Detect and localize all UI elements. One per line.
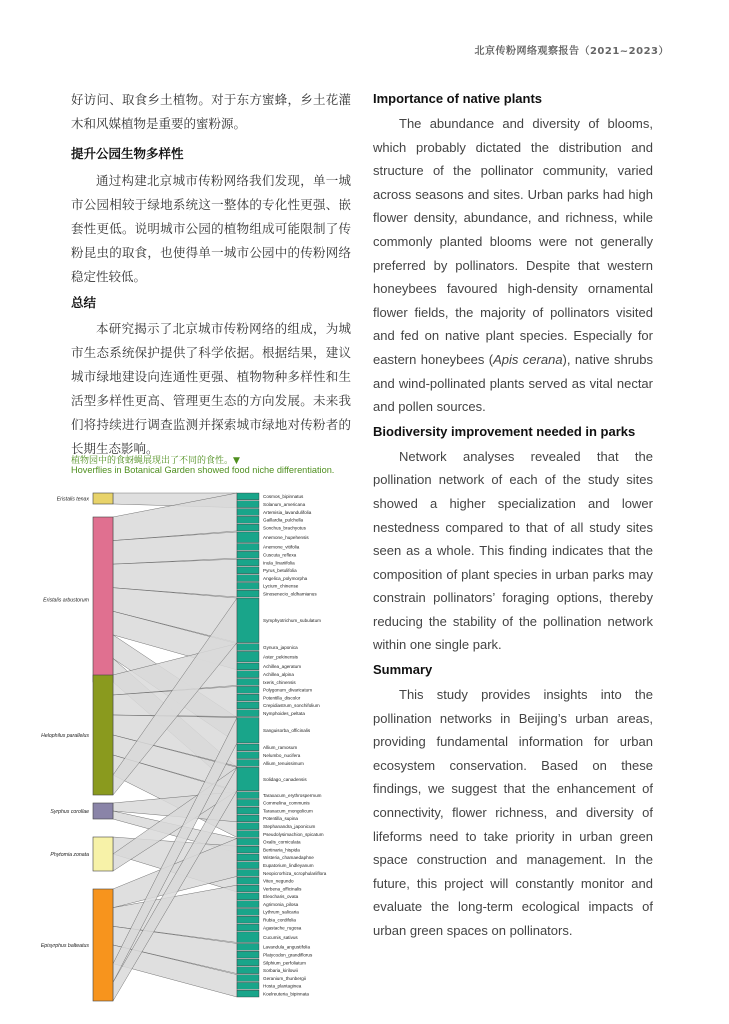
plant-node: [237, 823, 259, 830]
plant-node: [237, 959, 259, 966]
plant-node: [237, 870, 259, 877]
plant-label: Lycium_chinense: [263, 583, 299, 589]
plant-node: [237, 644, 259, 651]
insect-node: [93, 493, 113, 504]
plant-label: Cosmos_bipinnatus: [263, 494, 304, 500]
plant-label: Pseudolysimachion_spicatum: [263, 831, 324, 837]
plant-label: Verbena_officinalis: [263, 886, 302, 892]
plant-label: Achillea_ageratum: [263, 664, 302, 670]
right-column: [373, 88, 653, 943]
plant-node: [237, 893, 259, 900]
plant-label: Stephanandra_japonicum: [263, 824, 316, 830]
plant-label: Platycodon_grandiflorus: [263, 952, 313, 958]
left-paragraph-2: 通过构建北京城市传粉网络我们发现，单一城市公园相较于绿地系统这一整体的专化性更强、嵌套性更低。说明城市公园的植物组成可能限制了传粉昆虫的取食，也使得单一城市公园中的传粉网络稳定性较低。: [71, 173, 351, 284]
plant-node: [237, 702, 259, 709]
right-paragraph-1: The abundance and diversity of blooms, which probably dictated the distribution and structure of the pollinator community, varied across seasons and sites. Urban parks had high flower density, abundance, and richness, while commonly planted blooms were not generally preferred by pollinators. Despite that western honeybees favoured high-density ornamental flower fields, the majority of pollinators visited and fed on native plant species. Especially for eastern honeybees (Apis cerana), native shrubs and wind-pollinated plants served as vital nectar and pollen sources.: [373, 116, 653, 415]
plant-node: [237, 877, 259, 884]
plant-node: [237, 651, 259, 662]
plant-label: Anemone_hupehensis: [263, 535, 309, 541]
plant-node: [237, 831, 259, 838]
insect-label: Helophilus parallelus: [41, 733, 89, 739]
plant-node: [237, 590, 259, 597]
plant-node: [237, 582, 259, 589]
plant-node: [237, 982, 259, 989]
insect-node: [93, 889, 113, 1001]
plant-node: [237, 975, 259, 982]
insect-label: Syrphus corollae: [50, 809, 89, 815]
insect-label: Eristalis arbustorum: [43, 597, 89, 604]
plant-node: [237, 551, 259, 558]
plant-label: Sanguisorba_officinalis: [263, 728, 311, 734]
plant-node: [237, 943, 259, 950]
figure-caption-en: Hoverflies in Botanical Garden showed food niche differentiation.: [71, 465, 335, 475]
interaction-links: [113, 493, 237, 1001]
plant-node: [237, 686, 259, 693]
plant-node: [237, 854, 259, 861]
plant-node: [237, 767, 259, 790]
plant-label: Wisteria_chamaedaphne: [263, 855, 314, 861]
plant-node: [237, 792, 259, 799]
figure-caption-cn: 植物园中的食蚜蝇展现出了不同的食性。▼: [71, 456, 240, 466]
plant-node: [237, 885, 259, 892]
plant-label: Koelreuteria_bipinnata: [263, 991, 309, 997]
plant-node: [237, 544, 259, 551]
plant-node: [237, 951, 259, 958]
insect-label: Phytomia zonata: [50, 852, 89, 858]
plant-label: Pyrus_betulifolia: [263, 568, 297, 574]
plant-node: [237, 916, 259, 923]
running-header: 北京传粉网络观察报告（2021~2023）: [474, 46, 669, 57]
plant-node: [237, 501, 259, 508]
plant-node: [237, 799, 259, 806]
plant-node: [237, 744, 259, 751]
right-paragraph-2: Network analyses revealed that the pollination network of each of the study sites showed a higher specialization and lower nestedness compared to that of all study sites seen as a whole. This finding indicates that the composition of plant species in urban parks may constrain pollinators’ foraging options, thereby reducing the stability of the pollination network within one single park.: [373, 448, 653, 653]
heading-biodiversity-en: Biodiversity improvement needed in parks: [373, 423, 636, 439]
plant-label: Neopicrorhiza_scrophulariiflora: [263, 870, 327, 876]
plant-label: Eleocharis_ovata: [263, 894, 299, 900]
plant-label: Aster_pekinensis: [263, 654, 298, 660]
heading-biodiversity-cn: 提升公园生物多样性: [71, 146, 184, 161]
plant-label: Sinosenecio_oldhamianus: [263, 591, 317, 597]
plant-node: [237, 694, 259, 701]
plant-node: [237, 598, 259, 643]
plant-label: Lavandula_angustifolia: [263, 944, 310, 950]
plant-node: [237, 718, 259, 743]
plant-node: [237, 807, 259, 814]
insect-node: [93, 675, 113, 795]
plant-node: [237, 932, 259, 943]
plant-node: [237, 559, 259, 566]
insect-node: [93, 803, 113, 819]
plant-label: Cuscuta_reflexa: [263, 552, 297, 558]
plant-label: Solanum_americana: [263, 501, 306, 507]
plant-node: [237, 516, 259, 523]
plant-label: Allium_tenuissimum: [263, 760, 304, 766]
left-paragraph-3: 本研究揭示了北京城市传粉网络的组成，为城市生态系统保护提供了科学依据。根据结果，建议城市绿地建设向连通性更强、植物物种多样性和生活型多样性更高、管理更生态的方向发展。未来我们将持续进行调查监测并探索城市绿地对传粉者的长期生态影响。: [71, 321, 351, 456]
heading-native-plants: Importance of native plants: [373, 91, 543, 106]
plant-node: [237, 493, 259, 500]
plant-node: [237, 710, 259, 717]
plant-label: Crepidiastrum_sonchifolium: [263, 703, 320, 709]
plant-label: Taraxacum_erythrospermum: [263, 792, 322, 798]
heading-summary-cn: 总结: [71, 295, 97, 310]
plant-node: [237, 663, 259, 670]
plant-label: Nelumbo_nucifera: [263, 752, 301, 758]
left-paragraph-1: 好访问、取食乡土植物。对于东方蜜蜂，乡土花灌木和风媒植物是重要的蜜粉源。: [71, 92, 351, 131]
plant-node: [237, 679, 259, 686]
plant-label: Hosta_plantaginea: [263, 983, 302, 989]
plant-label: Polygonum_divaricatum: [263, 687, 313, 693]
plant-label: Agastache_rugosa: [263, 925, 302, 931]
left-column: [71, 88, 351, 461]
plant-node: [237, 862, 259, 869]
plant-label: Achillea_alpina: [263, 671, 294, 677]
plant-node: [237, 838, 259, 845]
plant-label: Oxalis_corniculata: [263, 839, 301, 845]
plant-node: [237, 901, 259, 908]
plant-label: Commelina_communis: [263, 800, 310, 806]
plant-label: Potentilla_supina: [263, 816, 298, 822]
plant-node: [237, 532, 259, 543]
plant-label: Taraxacum_mongolicum: [263, 808, 313, 814]
plant-node: [237, 760, 259, 767]
plant-node: [237, 567, 259, 574]
plant-label: Inula_linariifolia: [263, 560, 295, 566]
plant-label: Anemone_vitifolia: [263, 544, 300, 550]
plant-node: [237, 846, 259, 853]
plant-label: Eupatorium_lindleyanum: [263, 862, 314, 868]
right-paragraph-3: This study provides insights into the pollination networks in Beijing’s urban areas, providing fundamental information for urban ecosystem conservation. Based on these findings, we suggest that the enhancement of connectivity, flower richness, and diversity of lifeforms need to take priority in urban green space construction and management. In the future, this project will constantly monitor and evaluate the long-term ecological impacts of urban green spaces on pollinators.: [373, 687, 653, 938]
plant-node: [237, 509, 259, 516]
plant-label: Symphyotrichum_subulatum: [263, 618, 321, 624]
plant-label: Geranium_thunbergii: [263, 975, 306, 981]
plant-label: Sorbaria_kirilowii: [263, 968, 298, 974]
plant-node: [237, 575, 259, 582]
plant-node: [237, 524, 259, 531]
plant-label: Ixeris_chinensis: [263, 679, 296, 685]
plant-node: [237, 990, 259, 997]
insect-label: Episyrphus balteatus: [40, 943, 89, 949]
insect-label: Eristalis tenax: [56, 496, 89, 503]
plant-label: Angelica_polymorpha: [263, 575, 308, 581]
plant-label: Nymphoides_peltata: [263, 710, 305, 716]
plant-label: Sonchus_brachyotus: [263, 525, 306, 531]
plant-node: [237, 671, 259, 678]
plant-label: Lythrum_salicaria: [263, 909, 299, 915]
plant-node: [237, 909, 259, 916]
plant-label: Potentilla_discolor: [263, 695, 301, 701]
species-name: Apis cerana: [493, 351, 563, 367]
plant-node: [237, 924, 259, 931]
insect-node: [93, 517, 113, 682]
plant-label: Artemisia_lavandulifolia: [263, 509, 312, 515]
pollination-network-figure: [25, 485, 360, 1005]
plant-label: Bertinaria_hispida: [263, 847, 300, 853]
plant-label: Gaillardia_pulchella: [263, 517, 304, 523]
plant-label: Allium_ramosum: [263, 745, 298, 751]
plant-label: Vitex_negundo: [263, 878, 294, 884]
plant-label: Agrimonia_pilosa: [263, 901, 299, 907]
heading-summary-en: Summary: [373, 662, 433, 678]
plant-label: Gynura_japonica: [263, 644, 298, 650]
insect-node: [93, 837, 113, 871]
plant-label: Rubia_cordifolia: [263, 917, 296, 923]
plant-label: Silphium_perfoliatum: [263, 960, 306, 966]
plant-node: [237, 815, 259, 822]
plant-node: [237, 967, 259, 974]
plant-node: [237, 752, 259, 759]
plant-label: Solidago_canadensis: [263, 776, 307, 782]
plant-label: Cucumis_sativus: [263, 934, 298, 940]
